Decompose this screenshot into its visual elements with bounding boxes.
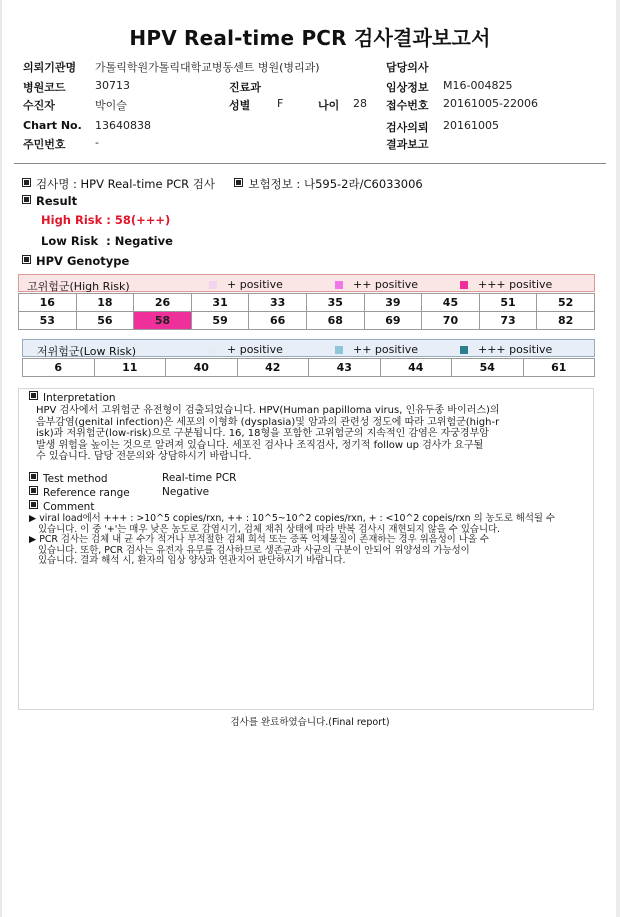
genotype-row (19, 294, 595, 312)
genotype-cell: 70 (422, 312, 480, 330)
bullet-square-icon (22, 195, 31, 204)
interpretation-line: 발생 위험을 높이는 것으로 알려져 있습니다. 세포진 검사나 조직검사, 정기적 follow up 검사가 요구될 (36, 439, 484, 451)
genotype-cell: 35 (306, 294, 364, 312)
request-label: 검사의뢰 (386, 121, 429, 134)
comment-line: 있습니다. 이 중 '+'는 매우 낮은 농도로 감염시기, 검체 채취 상태에 따라 반복 검사시 재현되지 않을 수 있습니다. (38, 523, 501, 535)
bullet-square-icon (22, 178, 31, 187)
receipt-label: 접수번호 (386, 99, 429, 112)
hospital-code-label: 병원코드 (23, 81, 66, 94)
genotype-cell: 16 (19, 294, 77, 312)
result-heading: Result (22, 194, 77, 208)
reference-value: Negative (162, 486, 210, 498)
legend-plus2: ++ positive (335, 278, 418, 291)
genotype-cell: 31 (191, 294, 249, 312)
interpretation-line: isk)과 저위험군(low-risk)으로 구분됩니다. 16, 18형을 포함한 고위험군의 지속적인 감염은 자궁경부암 (36, 428, 489, 440)
interpretation-line: 수 있습니다. 담당 전문의와 상담하시기 바랍니다. (36, 451, 252, 463)
age-value: 28 (353, 97, 367, 110)
legend-swatch-low-plus3 (460, 346, 468, 354)
comment-line: ▶ PCR 검사는 검체 내 균 수가 적거나 부적절한 검체 희석 또는 증폭 억제물질이 존재하는 경우 위음성이 나올 수 (29, 534, 489, 546)
genotype-cell: 45 (422, 294, 480, 312)
interpretation-box (18, 388, 594, 710)
low-risk-header (22, 339, 595, 357)
exam-line (22, 176, 423, 192)
institution-label: 의뢰기관명 (23, 61, 77, 74)
page-right-edge (616, 0, 620, 917)
comment-text (29, 514, 555, 567)
legend-plus: + positive (209, 278, 283, 291)
patient-label: 수진자 (23, 99, 55, 112)
comment-line: 있습니다. 또한, PCR 검사는 유전자 유무를 검사하므로 생존균과 사균의 구분이 안되어 위양성의 가능성이 (38, 544, 470, 556)
genotype-cell: 26 (134, 294, 192, 312)
final-report-note: 검사를 완료하였습니다.(Final report) (230, 717, 390, 728)
chart-no-label: Chart No. (23, 119, 82, 132)
genotype-cell: 82 (537, 312, 595, 330)
bullet-square-icon (29, 391, 38, 400)
genotype-cell: 18 (76, 294, 134, 312)
genotype-row (23, 359, 595, 377)
comment-line: 있습니다. 결과 해석 시, 환자의 임상 양상과 연관지어 판단하시기 바랍니다. (38, 555, 346, 567)
genotype-row (19, 312, 595, 330)
divider (14, 163, 606, 164)
comment-line: ▶ viral load에서 +++ : >10^5 copies/rxn, ++ : 10^5~10^2 copies/rxn, + : <10^2 copeis/rxn 의 농도로 해석될 수 (29, 513, 555, 524)
exam-name: 검사명 : HPV Real-time PCR 검사 (36, 177, 216, 191)
insurance-info: 보험정보 : 나595-2라/C6033006 (248, 177, 423, 191)
genotype-cell: 61 (523, 359, 595, 377)
genotype-cell: 52 (537, 294, 595, 312)
genotype-cell: 54 (452, 359, 524, 377)
genotype-heading: HPV Genotype (22, 254, 129, 268)
comment-heading: Comment (29, 500, 94, 513)
legend-low-plus3: +++ positive (460, 343, 552, 356)
bullet-square-icon (29, 472, 38, 481)
legend-plus3: +++ positive (460, 278, 552, 291)
resident-value: - (95, 136, 99, 149)
clinical-value: M16-004825 (443, 79, 513, 92)
low-risk-table (22, 358, 595, 377)
low-risk-result: Low Risk : Negative (41, 234, 173, 248)
genotype-cell: 44 (380, 359, 452, 377)
institution-value: 가톨릭학원가톨릭대학교병동센트 병원(병리과) (95, 61, 320, 74)
genotype-cell: 58 (134, 312, 192, 330)
genotype-cell: 40 (166, 359, 238, 377)
genotype-cell: 59 (191, 312, 249, 330)
resident-label: 주민번호 (23, 138, 66, 151)
interpretation-text (36, 405, 500, 463)
bullet-square-icon (22, 255, 31, 264)
dept-label: 진료과 (229, 81, 261, 94)
genotype-cell: 66 (249, 312, 307, 330)
legend-swatch-low-plus (209, 346, 217, 354)
low-risk-title: 저위험군(Low Risk) (37, 345, 137, 358)
test-method-row: Test method (29, 472, 108, 485)
clinical-label: 임상정보 (386, 81, 429, 94)
bullet-square-icon (29, 486, 38, 495)
genotype-cell: 33 (249, 294, 307, 312)
high-risk-title: 고위험군(High Risk) (27, 280, 130, 293)
legend-swatch-low-plus2 (335, 346, 343, 354)
legend-low-plus2: ++ positive (335, 343, 418, 356)
sex-label: 성별 (229, 99, 251, 112)
page-left-edge (0, 0, 2, 917)
genotype-cell: 73 (479, 312, 537, 330)
genotype-cell: 53 (19, 312, 77, 330)
genotype-cell: 56 (76, 312, 134, 330)
hospital-code-value: 30713 (95, 79, 130, 92)
genotype-cell: 6 (23, 359, 95, 377)
test-method-value: Real-time PCR (162, 472, 237, 484)
interpretation-line: 음부감염(genital infection)은 세포의 이형화 (dysplasia)및 암과의 관련성 정도에 따라 고위험군(high-r (36, 416, 500, 428)
genotype-cell: 39 (364, 294, 422, 312)
receipt-value: 20161005-22006 (443, 97, 538, 110)
high-risk-table (18, 293, 595, 330)
high-risk-header (18, 274, 595, 292)
interpretation-line: HPV 검사에서 고위험군 유전형이 검출되었습니다. HPV(Human papilloma virus, 인유두종 바이러스)의 (36, 405, 500, 416)
legend-swatch-plus3 (460, 281, 468, 289)
reference-row: Reference range (29, 486, 130, 499)
genotype-cell: 11 (94, 359, 166, 377)
bullet-square-icon (234, 178, 243, 187)
patient-value: 박이슬 (95, 99, 127, 112)
genotype-cell: 51 (479, 294, 537, 312)
interpretation-heading: Interpretation (29, 391, 116, 404)
high-risk-result: High Risk : 58(+++) (41, 213, 171, 227)
doctor-label: 담당의사 (386, 61, 429, 74)
genotype-cell: 68 (306, 312, 364, 330)
report-title: HPV Real-time PCR 검사결과보고서 (129, 26, 491, 50)
genotype-cell: 42 (237, 359, 309, 377)
bullet-square-icon (29, 500, 38, 509)
legend-low-plus: + positive (209, 343, 283, 356)
genotype-cell: 69 (364, 312, 422, 330)
legend-swatch-plus (209, 281, 217, 289)
age-label: 나이 (318, 99, 340, 112)
request-value: 20161005 (443, 119, 499, 132)
chart-no-value: 13640838 (95, 119, 151, 132)
genotype-cell: 43 (309, 359, 381, 377)
sex-value: F (277, 97, 284, 110)
legend-swatch-plus2 (335, 281, 343, 289)
report-label: 결과보고 (386, 138, 429, 151)
